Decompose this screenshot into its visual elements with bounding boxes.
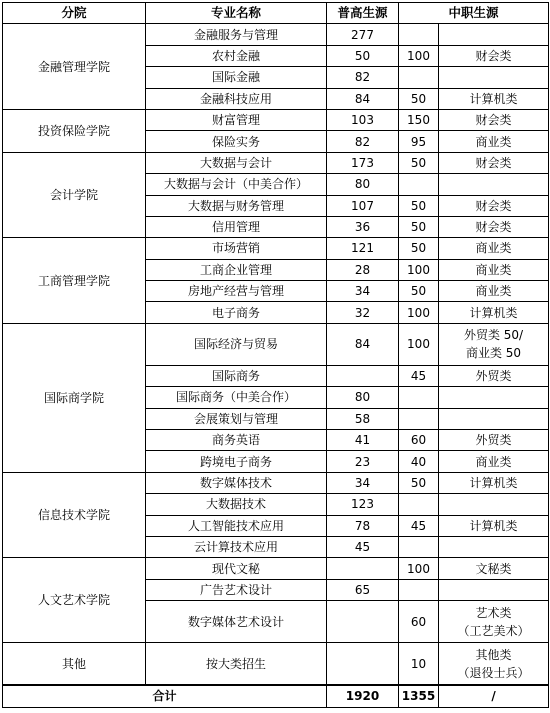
vocational-category: 财会类 bbox=[439, 216, 549, 237]
vocational-count: 10 bbox=[399, 643, 439, 686]
major-name: 跨境电子商务 bbox=[146, 451, 327, 472]
high-school-count: 23 bbox=[327, 451, 399, 472]
vocational-category: 外贸类 bbox=[439, 365, 549, 386]
vocational-count bbox=[399, 24, 439, 45]
vocational-category bbox=[439, 67, 549, 88]
table-row bbox=[3, 238, 549, 259]
vocational-category-line2: （退役士兵） bbox=[457, 665, 530, 680]
vocational-category-line1: 艺术类 bbox=[475, 605, 512, 620]
vocational-category bbox=[439, 408, 549, 429]
vocational-category: 商业类 bbox=[439, 259, 549, 280]
vocational-category bbox=[439, 387, 549, 408]
vocational-count: 40 bbox=[399, 451, 439, 472]
vocational-count: 150 bbox=[399, 109, 439, 130]
high-school-count: 103 bbox=[327, 109, 399, 130]
vocational-count: 50 bbox=[399, 238, 439, 259]
table-row bbox=[3, 109, 549, 130]
major-name: 云计算技术应用 bbox=[146, 536, 327, 557]
total-category: / bbox=[439, 685, 549, 707]
major-name: 金融服务与管理 bbox=[146, 24, 327, 45]
enrollment-plan-table bbox=[2, 2, 549, 708]
total-high-school: 1920 bbox=[327, 685, 399, 707]
major-name: 现代文秘 bbox=[146, 558, 327, 579]
vocational-count: 100 bbox=[399, 259, 439, 280]
major-name: 国际商务 bbox=[146, 365, 327, 386]
vocational-category bbox=[439, 579, 549, 600]
header-college: 分院 bbox=[3, 3, 146, 24]
header-row bbox=[3, 3, 549, 24]
table-body bbox=[3, 24, 549, 685]
major-name: 工商企业管理 bbox=[146, 259, 327, 280]
high-school-count bbox=[327, 365, 399, 386]
vocational-count bbox=[399, 174, 439, 195]
vocational-count: 45 bbox=[399, 515, 439, 536]
college-name: 国际商学院 bbox=[3, 323, 146, 472]
total-label: 合计 bbox=[3, 685, 327, 707]
vocational-count bbox=[399, 536, 439, 557]
high-school-count: 34 bbox=[327, 472, 399, 493]
vocational-category: 商业类 bbox=[439, 451, 549, 472]
table-row bbox=[3, 558, 549, 579]
major-name: 数字媒体艺术设计 bbox=[146, 601, 327, 643]
high-school-count: 121 bbox=[327, 238, 399, 259]
major-name: 金融科技应用 bbox=[146, 88, 327, 109]
vocational-category: 财会类 bbox=[439, 45, 549, 66]
major-name: 电子商务 bbox=[146, 302, 327, 323]
vocational-count: 50 bbox=[399, 195, 439, 216]
vocational-count bbox=[399, 387, 439, 408]
high-school-count bbox=[327, 643, 399, 686]
vocational-category-line2: 商业类 50 bbox=[465, 346, 522, 361]
major-name: 国际经济与贸易 bbox=[146, 323, 327, 365]
major-name: 广告艺术设计 bbox=[146, 579, 327, 600]
major-name: 大数据与财务管理 bbox=[146, 195, 327, 216]
table-row bbox=[3, 152, 549, 173]
high-school-count: 36 bbox=[327, 216, 399, 237]
vocational-category: 商业类 bbox=[439, 238, 549, 259]
high-school-count: 58 bbox=[327, 408, 399, 429]
vocational-category bbox=[439, 536, 549, 557]
vocational-count: 50 bbox=[399, 216, 439, 237]
high-school-count: 82 bbox=[327, 67, 399, 88]
high-school-count: 45 bbox=[327, 536, 399, 557]
vocational-category: 外贸类 bbox=[439, 430, 549, 451]
college-name: 其他 bbox=[3, 643, 146, 686]
high-school-count bbox=[327, 558, 399, 579]
college-name: 会计学院 bbox=[3, 152, 146, 238]
major-name: 大数据技术 bbox=[146, 494, 327, 515]
vocational-count bbox=[399, 67, 439, 88]
vocational-category: 计算机类 bbox=[439, 88, 549, 109]
vocational-category: 财会类 bbox=[439, 152, 549, 173]
vocational-count: 50 bbox=[399, 88, 439, 109]
table-row bbox=[3, 24, 549, 45]
vocational-count: 50 bbox=[399, 152, 439, 173]
vocational-count: 100 bbox=[399, 558, 439, 579]
vocational-category bbox=[439, 174, 549, 195]
vocational-category: 计算机类 bbox=[439, 472, 549, 493]
high-school-count: 82 bbox=[327, 131, 399, 152]
vocational-category: 财会类 bbox=[439, 109, 549, 130]
college-name: 投资保险学院 bbox=[3, 109, 146, 152]
table-row bbox=[3, 323, 549, 365]
vocational-count: 45 bbox=[399, 365, 439, 386]
high-school-count: 32 bbox=[327, 302, 399, 323]
major-name: 市场营销 bbox=[146, 238, 327, 259]
high-school-count bbox=[327, 601, 399, 643]
major-name: 财富管理 bbox=[146, 109, 327, 130]
major-name: 大数据与会计 bbox=[146, 152, 327, 173]
vocational-count bbox=[399, 579, 439, 600]
vocational-category: 文秘类 bbox=[439, 558, 549, 579]
high-school-count: 50 bbox=[327, 45, 399, 66]
high-school-count: 80 bbox=[327, 387, 399, 408]
major-name: 保险实务 bbox=[146, 131, 327, 152]
high-school-count: 80 bbox=[327, 174, 399, 195]
vocational-count: 50 bbox=[399, 472, 439, 493]
high-school-count: 34 bbox=[327, 281, 399, 302]
major-name: 人工智能技术应用 bbox=[146, 515, 327, 536]
header-major: 专业名称 bbox=[146, 3, 327, 24]
high-school-count: 173 bbox=[327, 152, 399, 173]
college-name: 信息技术学院 bbox=[3, 472, 146, 558]
vocational-count: 60 bbox=[399, 430, 439, 451]
major-name: 信用管理 bbox=[146, 216, 327, 237]
high-school-count: 107 bbox=[327, 195, 399, 216]
vocational-count: 60 bbox=[399, 601, 439, 643]
vocational-category: 商业类 bbox=[439, 131, 549, 152]
table-row bbox=[3, 472, 549, 493]
vocational-category-line2: （工艺美术） bbox=[457, 623, 530, 638]
major-name: 大数据与会计（中美合作） bbox=[146, 174, 327, 195]
high-school-count: 84 bbox=[327, 323, 399, 365]
vocational-category-line1: 外贸类 50/ bbox=[463, 328, 524, 343]
table-row bbox=[3, 643, 549, 686]
high-school-count: 123 bbox=[327, 494, 399, 515]
vocational-category: 计算机类 bbox=[439, 515, 549, 536]
major-name: 商务英语 bbox=[146, 430, 327, 451]
college-name: 金融管理学院 bbox=[3, 24, 146, 110]
vocational-category bbox=[439, 24, 549, 45]
high-school-count: 84 bbox=[327, 88, 399, 109]
major-name: 会展策划与管理 bbox=[146, 408, 327, 429]
header-high-school: 普高生源 bbox=[327, 3, 399, 24]
high-school-count: 41 bbox=[327, 430, 399, 451]
vocational-category bbox=[439, 323, 549, 365]
major-name: 国际商务（中美合作） bbox=[146, 387, 327, 408]
high-school-count: 78 bbox=[327, 515, 399, 536]
vocational-category: 财会类 bbox=[439, 195, 549, 216]
high-school-count: 65 bbox=[327, 579, 399, 600]
vocational-count: 50 bbox=[399, 281, 439, 302]
vocational-category bbox=[439, 601, 549, 643]
vocational-category bbox=[439, 494, 549, 515]
major-name: 国际金融 bbox=[146, 67, 327, 88]
major-name: 按大类招生 bbox=[146, 643, 327, 686]
vocational-count: 100 bbox=[399, 323, 439, 365]
major-name: 房地产经营与管理 bbox=[146, 281, 327, 302]
college-name: 工商管理学院 bbox=[3, 238, 146, 324]
high-school-count: 28 bbox=[327, 259, 399, 280]
vocational-count: 100 bbox=[399, 302, 439, 323]
vocational-count: 100 bbox=[399, 45, 439, 66]
college-name: 人文艺术学院 bbox=[3, 558, 146, 643]
vocational-category bbox=[439, 643, 549, 686]
header-vocational: 中职生源 bbox=[399, 3, 549, 24]
vocational-count bbox=[399, 408, 439, 429]
major-name: 数字媒体技术 bbox=[146, 472, 327, 493]
vocational-count bbox=[399, 494, 439, 515]
vocational-category-line1: 其他类 bbox=[475, 647, 512, 662]
vocational-category: 计算机类 bbox=[439, 302, 549, 323]
vocational-category: 商业类 bbox=[439, 281, 549, 302]
total-vocational: 1355 bbox=[399, 685, 439, 707]
major-name: 农村金融 bbox=[146, 45, 327, 66]
high-school-count: 277 bbox=[327, 24, 399, 45]
vocational-count: 95 bbox=[399, 131, 439, 152]
total-row bbox=[3, 685, 549, 707]
